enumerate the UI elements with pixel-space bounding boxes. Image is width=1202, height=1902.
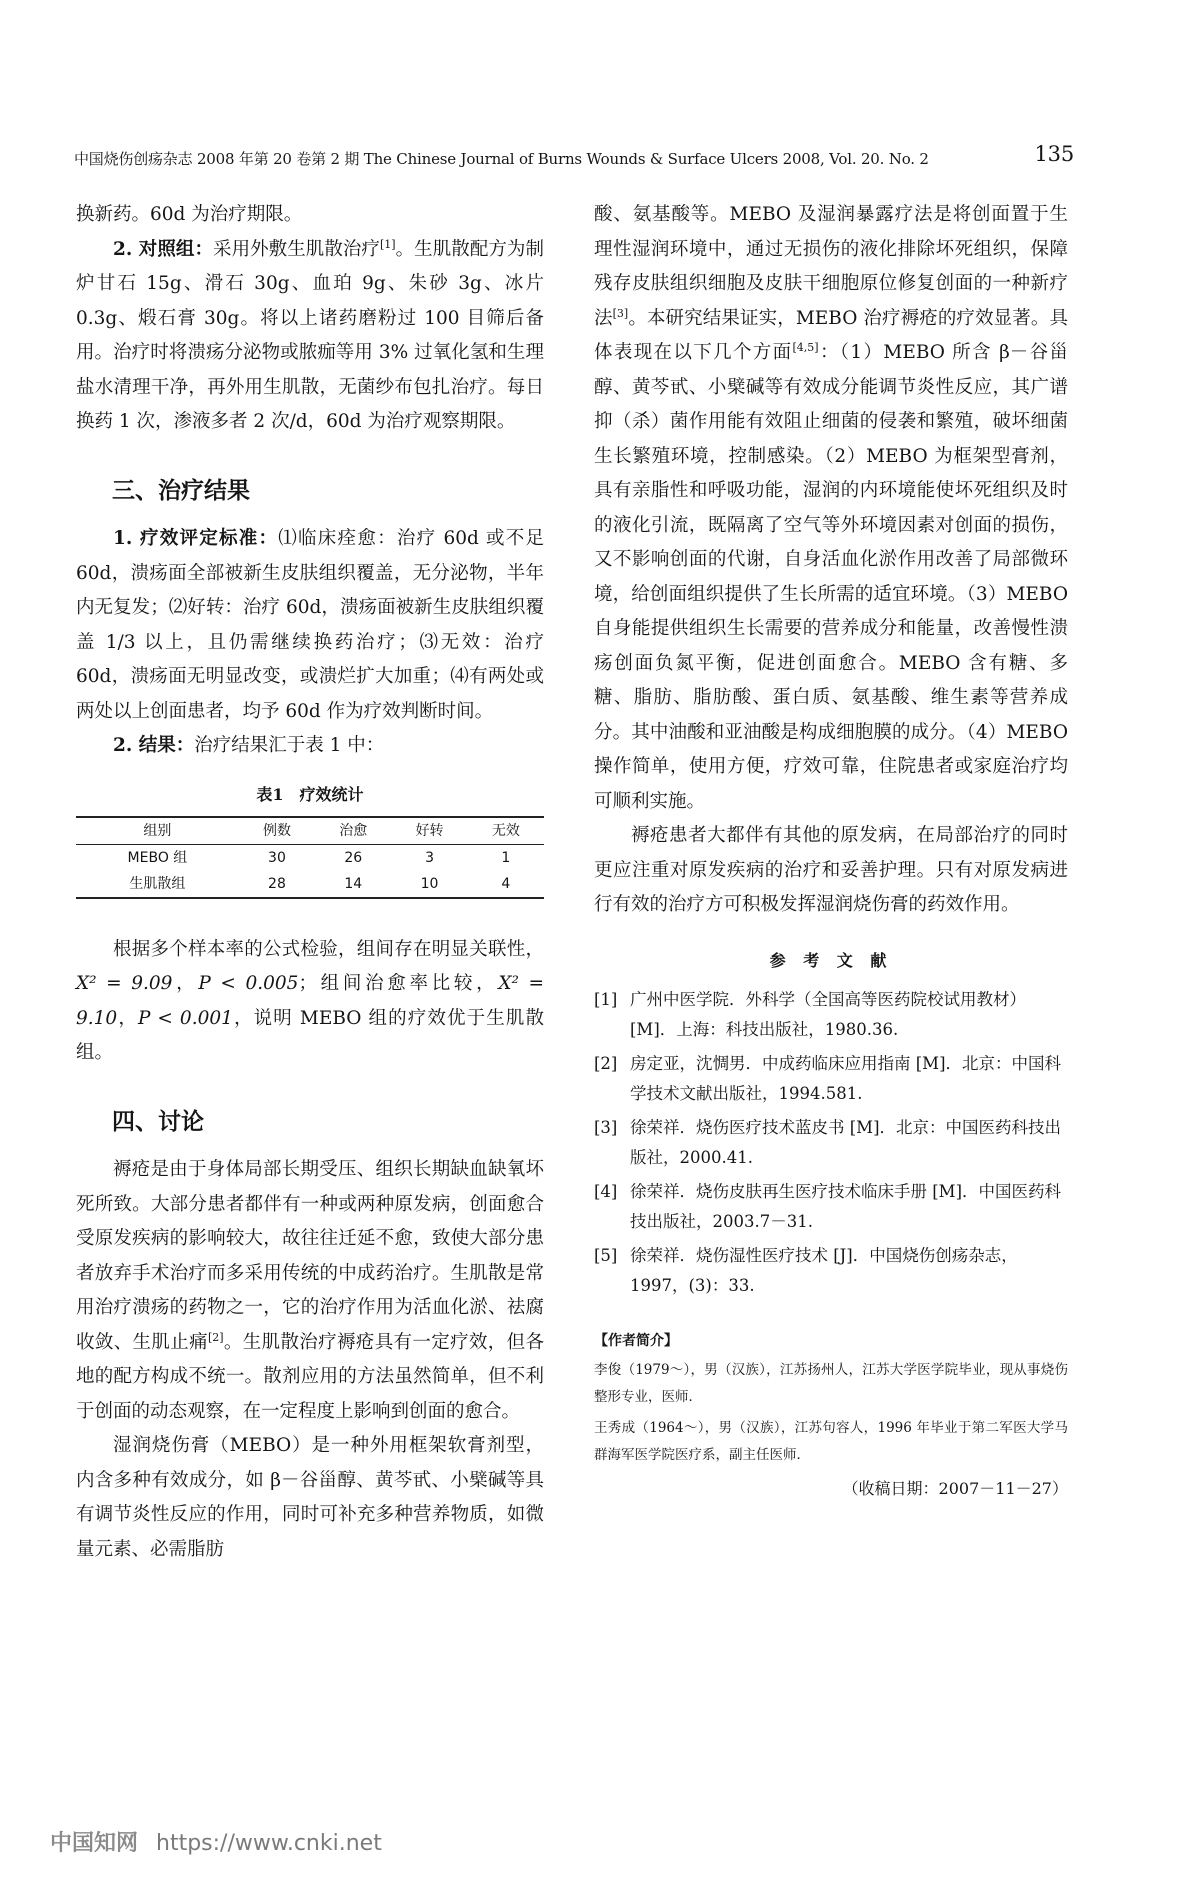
- watermark-url: https://www.cnki.net: [156, 1831, 382, 1856]
- table-header-cell: 好转: [415, 822, 444, 839]
- p-value-1: P < 0.005: [198, 973, 299, 994]
- paragraph-mebo-effects: 酸、氨基酸等。MEBO 及湿润暴露疗法是将创面置于生理性湿润环境中，通过无损伤的液化排除坏死组织，保障残存皮肤组织细胞及皮肤干细胞原位修复创面的一种新疗法[3]。本研究结果证实，MEBO 治疗褥疮的疗效显著。具体表现在以下几个方面[4,5]：（1）MEBO 所含 β－谷甾醇、黄芩甙、小檗碱等有效成分能调节炎性反应，其广谱抑（杀）菌作用能有效阻止细菌的侵袭和繁殖，破坏细菌生长繁殖环境，控制感染。（2）MEBO 为框架型膏剂，具有亲脂性和呼吸功能，湿润的内环境能使坏死组织及时的液化引流，既隔离了空气等外环境因素对创面的损伤，又不影响创面的代谢，自身活血化淤作用改善了局部微环境，给创面组织提供了生长所需的适宜环境。（3）MEBO 自身能提供组织生长需要的营养成分和能量，改善慢性溃疡创面负氮平衡，促进创面愈合。MEBO 含有糖、多糖、脂肪、脂肪酸、蛋白质、氨基酸、维生素等营养成分。其中油酸和亚油酸是构成细胞膜的成分。（4）MEBO 操作简单，使用方便，疗效可靠，住院患者或家庭治疗均可顺利实施。: [594, 204, 1068, 812]
- reference-list: [594, 985, 1068, 1301]
- table-header-cell: 例数: [262, 822, 291, 839]
- running-header: [74, 142, 1074, 174]
- reference-number: [2]: [594, 1053, 618, 1073]
- control-group-label: 2. 对照组：: [113, 238, 214, 260]
- citation: [1]: [379, 237, 396, 251]
- author-bio-heading: 【作者简介】: [594, 1332, 678, 1349]
- results-label: 2. 结果：: [113, 735, 195, 756]
- table-cell: 28: [268, 875, 286, 892]
- paragraph-discussion-1: 褥疮是由于身体局部长期受压、组织长期缺血缺氧坏死所致。大部分患者都伴有一种或两种原发病，创面愈合受原发疾病的影响较大，故往往迁延不愈，致使大部分患者放弃手术治疗而多采用传统的中成药治疗。生肌散是常用治疗溃疡的药物之一，它的治疗作用为活血化淤、祛腐收敛、生肌止痛[2]。生肌散治疗褥疮具有一定疗效，但各地的配方构成不统一。散剂应用的方法虽然简单，但不利于创面的动态观察，在一定程度上影响到创面的愈合。: [76, 1159, 544, 1422]
- section-heading-results: 三、治疗结果: [112, 477, 250, 504]
- citation: [4,5]: [792, 340, 819, 354]
- paragraph-results: 2. 结果：治疗结果汇于表 1 中：: [113, 735, 385, 756]
- criteria-label: 1. 疗效评定标准：: [113, 528, 279, 549]
- paragraph-treatment-end: 换新药。60d 为治疗期限。: [76, 204, 303, 225]
- right-column: [594, 198, 1068, 1503]
- reference-item: [594, 1241, 1068, 1301]
- table-cell: 3: [425, 849, 434, 866]
- paragraph-discussion-2: 湿润烧伤膏（MEBO）是一种外用框架软膏剂型，内含多种有效成分，如 β－谷甾醇、黄芩甙、小檗碱等具有调节炎性反应的作用，同时可补充多种营养物质，如微量元素、必需脂肪: [76, 1435, 544, 1560]
- page-number: 135: [1034, 142, 1074, 166]
- table-header-row: [76, 817, 544, 845]
- table-row: [76, 871, 544, 898]
- table-cell: 26: [344, 849, 363, 866]
- reference-text: 徐荣祥．烧伤湿性医疗技术 [J]．中国烧伤创疡杂志，1997，(3)：33.: [630, 1245, 1018, 1295]
- table-cell: 30: [268, 849, 286, 866]
- reference-number: [3]: [594, 1117, 618, 1137]
- reference-item: [594, 1177, 1068, 1237]
- table-header-cell: 组别: [143, 822, 172, 839]
- chi-square-1: X² = 9.09: [76, 973, 173, 994]
- reference-text: 广州中医学院．外科学（全国高等医药院校试用教材）[M]．上海：科技出版社，1980.36.: [630, 989, 1026, 1039]
- table-cell: MEBO 组: [127, 849, 188, 866]
- author-bio-1: 李俊（1979～），男（汉族），江苏扬州人，江苏大学医学院毕业，现从事烧伤整形专业，医师．: [594, 1361, 1068, 1405]
- reference-text: 房定亚，沈惆男．中成药临床应用指南 [M]．北京：中国科学技术文献出版社，1994.581.: [630, 1053, 1062, 1103]
- reference-item: [594, 1113, 1068, 1173]
- table-header-cell: 治愈: [339, 822, 368, 839]
- chi-square-2: X² = 9.10: [76, 973, 545, 1029]
- table-row: [76, 844, 544, 871]
- reference-text: 徐荣祥．烧伤皮肤再生医疗技术临床手册 [M]．中国医药科技出版社，2003.7－31.: [630, 1181, 1062, 1231]
- table-cell: 生肌散组: [129, 875, 186, 892]
- citation: [3]: [612, 306, 629, 320]
- left-column: [76, 198, 544, 1567]
- author-bio-2: 王秀成（1964～），男（汉族），江苏句容人，1996 年毕业于第二军医大学马群海军医学院医疗系，副主任医师．: [594, 1419, 1068, 1463]
- table-cell: 4: [501, 875, 511, 892]
- paragraph-statistics: 根据多个样本率的公式检验，组间存在明显关联性，X² = 9.09，P < 0.005；组间治愈率比较，X² = 9.10，P < 0.001，说明 MEBO 组的疗效优于生肌散组。: [76, 938, 545, 1063]
- reference-item: [594, 985, 1068, 1045]
- efficacy-table: [76, 816, 544, 899]
- reference-item: [594, 1049, 1068, 1109]
- paragraph-control-group: 2. 对照组：采用外敷生肌散治疗[1]。生肌散配方为制炉甘石 15g、滑石 30g、血珀 9g、朱砂 3g、冰片 0.3g、煅石膏 30g。将以上诸药磨粉过 100 目筛后备用。治疗时将溃疡分泌物或脓痂等用 3% 过氧化氢和生理盐水清理干净，再外用生肌散，无菌纱布包扎治疗。每日换药 1 次，渗液多者 2 次/d，60d 为治疗观察期限。: [76, 237, 544, 432]
- table-header-cell: 无效: [491, 822, 520, 839]
- table-title: 表1 疗效统计: [256, 784, 364, 804]
- table-cell: 10: [420, 875, 439, 892]
- reference-number: [4]: [594, 1181, 618, 1201]
- table-cell: 14: [344, 875, 363, 892]
- received-date: （收稿日期：2007－11－27）: [842, 1478, 1068, 1498]
- citation: [2]: [207, 1330, 224, 1344]
- references-heading: 参 考 文 献: [769, 950, 893, 970]
- reference-number: [1]: [594, 989, 618, 1009]
- paragraph-conclusion: 褥疮患者大都伴有其他的原发病，在局部治疗的同时更应注重对原发疾病的治疗和妥善护理。只有对原发病进行有效的治疗方可积极发挥湿润烧伤膏的药效作用。: [594, 825, 1068, 915]
- table-cell: 1: [501, 849, 511, 866]
- paragraph-criteria: 1. 疗效评定标准：⑴临床痊愈：治疗 60d 或不足 60d，溃疡面全部被新生皮肤组织覆盖，无分泌物，半年内无复发；⑵好转：治疗 60d，溃疡面被新生皮肤组织覆盖 1/3 以上，且仍需继续换药治疗；⑶无效：治疗 60d，溃疡面无明显改变，或溃烂扩大加重；⑷有两处或两处以上创面患者，均予 60d 作为疗效判断时间。: [76, 528, 544, 722]
- reference-text: 徐荣祥．烧伤医疗技术蓝皮书 [M]．北京：中国医药科技出版社，2000.41.: [630, 1117, 1062, 1167]
- reference-number: [5]: [594, 1245, 618, 1265]
- section-heading-discussion: 四、讨论: [112, 1108, 204, 1135]
- cnki-watermark: [50, 1826, 382, 1857]
- watermark-brand: 中国知网: [50, 1831, 139, 1856]
- journal-header: 中国烧伤创疡杂志 2008 年第 20 卷第 2 期 The Chinese Journal of Burns Wounds & Surface Ulcers 2008, Vol. 20. No. 2: [74, 150, 929, 168]
- p-value-2: P < 0.001: [137, 1007, 233, 1029]
